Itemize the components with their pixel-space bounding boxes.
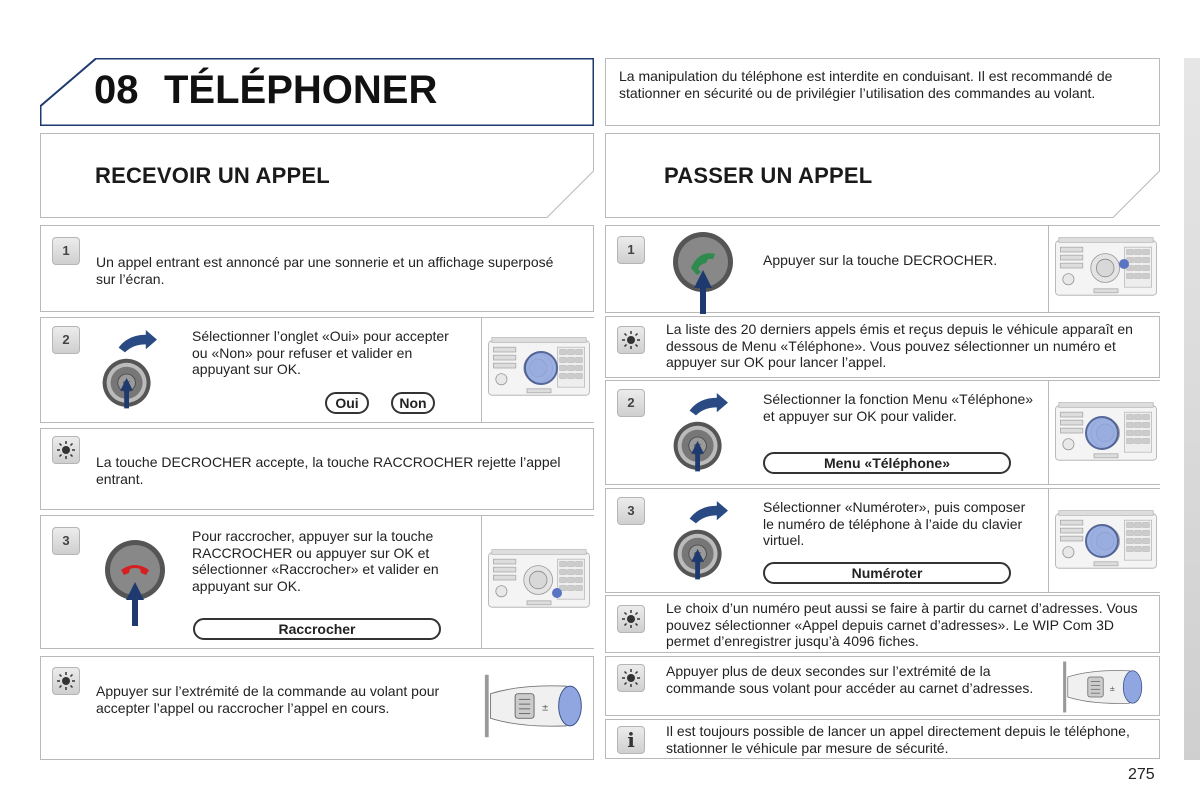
left-tip-1 (40, 428, 594, 510)
step-number-badge: 3 (617, 497, 645, 525)
side-tab (1184, 58, 1200, 760)
highlight-ring (524, 351, 558, 385)
info-text: Il est toujours possible de lancer un appel directement depuis le téléphone, stationner le véhicule par mesure de sécurité. (666, 723, 1130, 756)
lightbulb-icon (621, 330, 641, 350)
radio-panel-thumb (481, 516, 594, 648)
tip-badge (617, 605, 645, 633)
warning-text: La manipulation du téléphone est interdite en conduisant. Il est recommandé de stationner en sécurité ou de privilégier l’utilisation des commandes au volant. (619, 68, 1113, 101)
radio-panel-thumb (1048, 489, 1160, 592)
warning-box (605, 58, 1160, 126)
step-number-badge: 3 (52, 527, 80, 555)
dial-number-button[interactable]: Numéroter (763, 562, 1011, 584)
left-section-title: RECEVOIR UN APPEL (95, 163, 330, 188)
right-tip-3 (605, 656, 1160, 716)
ok-knob-icon (101, 320, 165, 420)
chapter-header (40, 58, 594, 126)
lightbulb-icon (56, 440, 76, 460)
tip-badge (52, 436, 80, 464)
steering-stalk-icon (483, 669, 587, 743)
lightbulb-icon (56, 671, 76, 691)
tip-text: La liste des 20 derniers appels émis et reçus depuis le véhicule apparaît en dessous de Menu «Téléphone». Vous pouvez sélectionner un numéro et appuyer sur OK pour lancer l’appel. (666, 321, 1133, 370)
pick-up-button-icon (671, 228, 735, 314)
chapter-number: 08 (94, 68, 139, 112)
step-text: Pour raccrocher, appuyer sur la touche RACCROCHER ou appuyer sur OK et sélectionner «Raccrocher» et valider en appuyant sur OK. (192, 528, 439, 594)
step-text: Sélectionner l’onglet «Oui» pour accepter ou «Non» pour refuser et valider en appuyant sur OK. (192, 328, 449, 377)
no-button[interactable]: Non (391, 392, 435, 414)
page-number: 275 (1128, 766, 1155, 783)
yes-button[interactable]: Oui (325, 392, 369, 414)
lightbulb-icon (621, 668, 641, 688)
step-text: Sélectionner «Numéroter», puis composer le numéro de téléphone à l’aide du clavier virtuel. (763, 499, 1026, 548)
left-step-3 (40, 515, 594, 649)
radio-panel-icon (487, 542, 591, 618)
tip-text: Appuyer sur l’extrémité de la commande au volant pour accepter l’appel ou raccrocher l’appel en cours. (96, 683, 440, 716)
right-section-title: PASSER UN APPEL (664, 163, 873, 188)
steering-stalk-icon (1052, 660, 1156, 714)
tip-text: Le choix d’un numéro peut aussi se faire à partir du carnet d’adresses. Vous pouvez sélectionner «Appel depuis carnet d’adresses». Le WIP Com 3D permet d’enregistrer jusqu’à 4096 fiches. (666, 600, 1138, 649)
right-tip-2 (605, 595, 1160, 653)
step-text: Appuyer sur la touche DECROCHER. (763, 252, 998, 268)
hang-up-option-button[interactable]: Raccrocher (193, 618, 441, 640)
tip-badge (617, 664, 645, 692)
highlight-dot (552, 588, 562, 598)
step-number-badge: 1 (617, 236, 645, 264)
left-tip-2 (40, 656, 594, 760)
radio-panel-thumb (1048, 226, 1160, 312)
left-step-1 (40, 225, 594, 312)
right-info (605, 719, 1160, 759)
step-number-badge: 2 (617, 389, 645, 417)
hang-up-button-icon (103, 536, 167, 626)
chapter-title: TÉLÉPHONER (164, 68, 438, 112)
highlight-ring (1085, 524, 1119, 558)
left-title-box (40, 133, 594, 218)
highlight-ring (1085, 416, 1119, 450)
step-text: Un appel entrant est annoncé par une sonnerie et un affichage superposé sur l’écran. (96, 254, 554, 287)
ok-knob-icon (672, 491, 736, 591)
left-step-2 (40, 317, 594, 423)
right-tip-1 (605, 316, 1160, 378)
radio-panel-thumb (481, 318, 594, 422)
right-step-2 (605, 380, 1160, 485)
menu-telephone-button[interactable]: Menu «Téléphone» (763, 452, 1011, 474)
step-number-badge: 1 (52, 237, 80, 265)
right-title-box (605, 133, 1160, 218)
step-text: Sélectionner la fonction Menu «Téléphone» et appuyer sur OK pour valider. (763, 391, 1034, 424)
right-step-1 (605, 225, 1160, 313)
tip-badge (617, 326, 645, 354)
step-number-badge: 2 (52, 326, 80, 354)
right-step-3 (605, 488, 1160, 593)
info-icon: i (617, 726, 645, 754)
radio-panel-icon (1054, 230, 1158, 306)
ok-knob-icon (672, 383, 736, 483)
radio-panel-thumb (1048, 381, 1160, 484)
lightbulb-icon (621, 609, 641, 629)
tip-badge (52, 667, 80, 695)
tip-text: Appuyer plus de deux secondes sur l’extrémité de la commande sous volant pour accéder au carnet d’adresses. (666, 663, 1034, 696)
highlight-dot (1119, 259, 1129, 269)
tip-text: La touche DECROCHER accepte, la touche RACCROCHER rejette l’appel entrant. (96, 454, 561, 487)
